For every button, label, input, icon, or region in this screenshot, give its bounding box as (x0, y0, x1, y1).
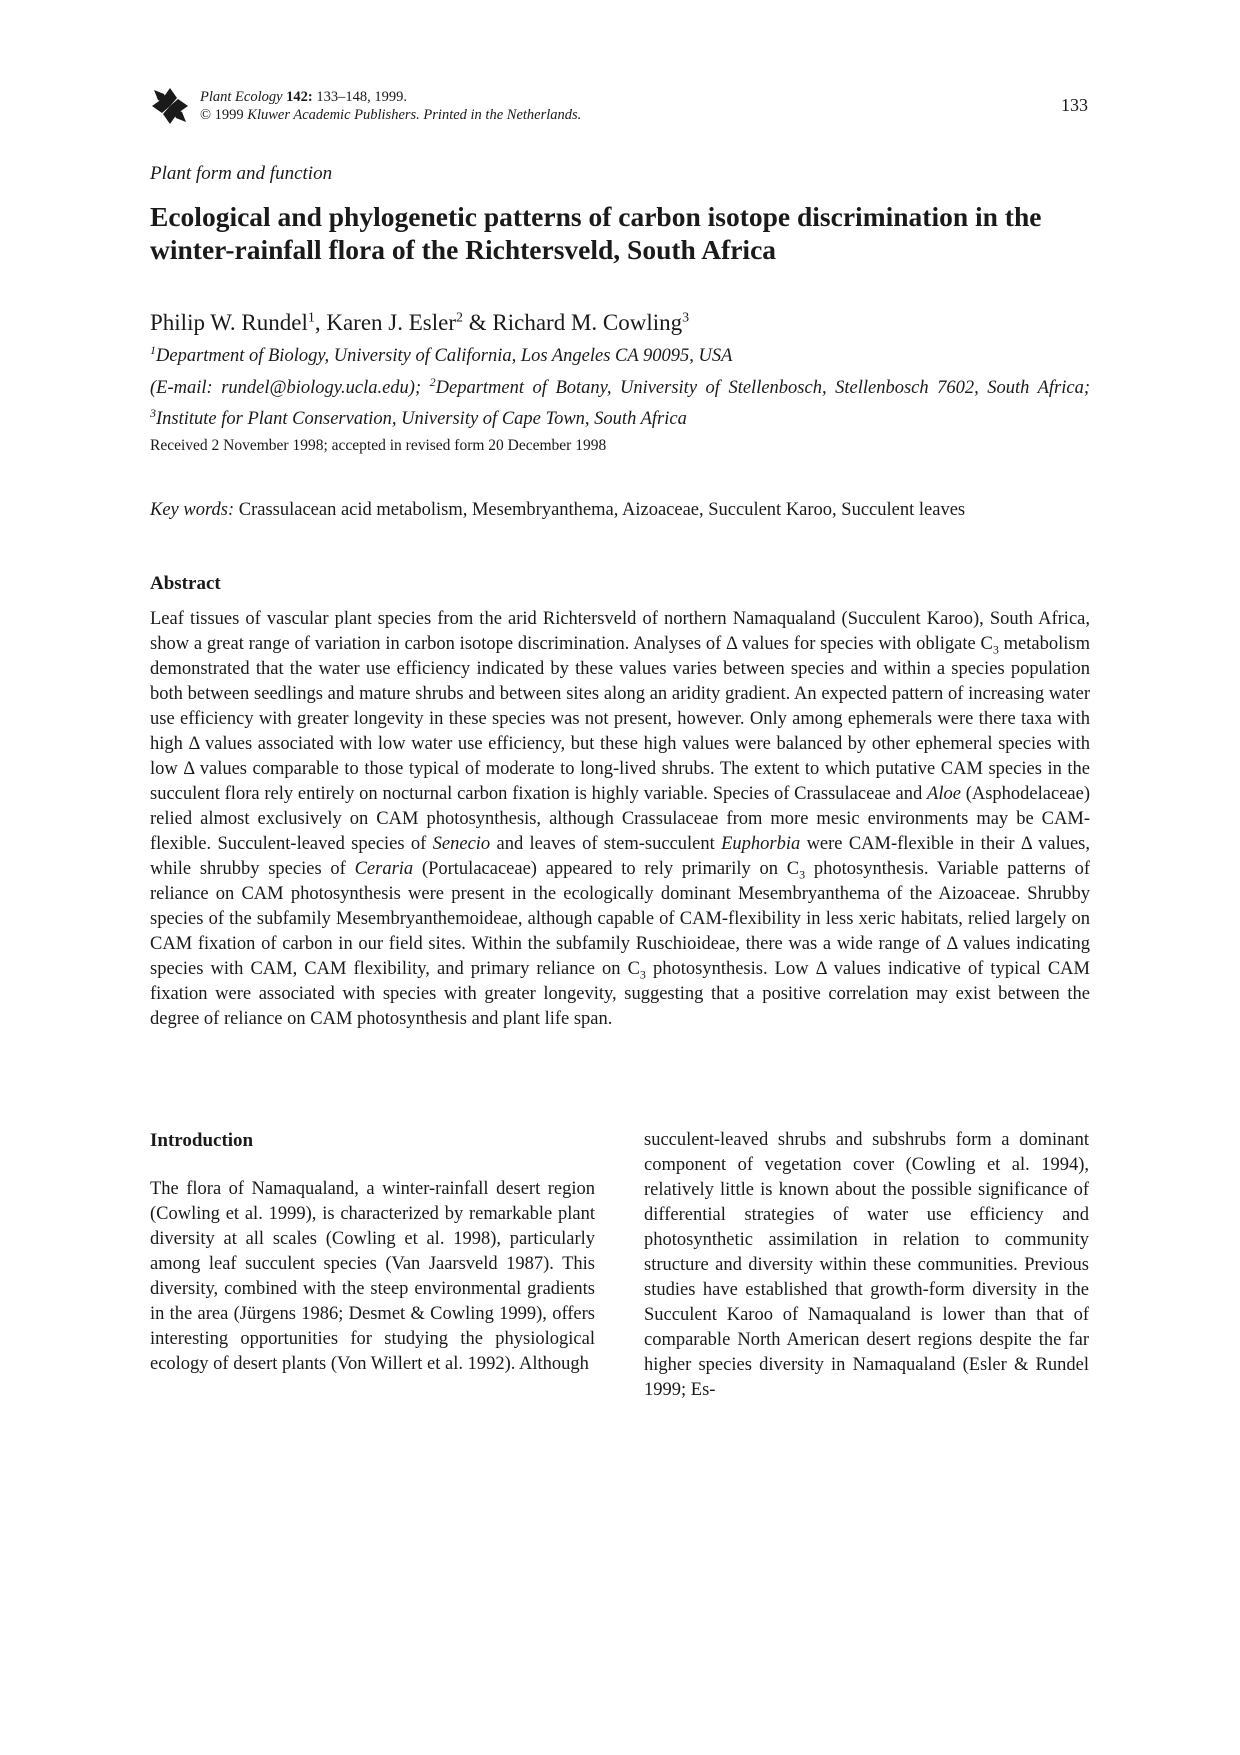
author-email: (E-mail: rundel@biology.ucla.edu); (150, 377, 430, 398)
article-title: Ecological and phylogenetic patterns of carbon isotope discrimination in the winter-rainfall flora of the Richtersveld, South Africa (150, 201, 1042, 265)
affiliations (150, 338, 1090, 433)
author-affil-mark: 1 (307, 310, 315, 326)
publisher-logo-icon (150, 86, 190, 126)
abstract-text: were CAM-flexible in their Δ values, while shrubby species of (150, 834, 1090, 879)
received-dates: Received 2 November 1998; accepted in revised form 20 December 1998 (150, 437, 607, 454)
intro-right-column: succulent-leaved shrubs and subshrubs form a dominant component of vegetation cover (Cowling et al. 1994), relatively little is known about the possible significance of differential strategies of water use efficiency and photosynthetic assimilation in relation to community structure and diversity within these communities. Previous studies have established that growth-form diversity in the Succulent Karoo of Namaqualand is lower than that of comparable North American desert regions despite the far higher species diversity in Namaqualand (Esler & Rundel 1999; Es- (644, 1130, 1089, 1400)
author-name: Richard M. Cowling (492, 310, 683, 335)
author-affil-mark: 3 (682, 310, 690, 326)
affil-mark: 3 (150, 406, 156, 421)
keywords (150, 500, 965, 521)
affil-mark: 1 (150, 343, 156, 357)
abstract-text: and leaves of stem-succulent (490, 834, 722, 854)
subscript: 3 (992, 642, 999, 657)
author-name: Philip W. Rundel (150, 310, 308, 335)
journal-pages-year: 133–148, 1999. (312, 89, 408, 105)
affil-text: Institute for Plant Conservation, University of Cape Town, South Africa (156, 409, 687, 430)
author-affil-mark: 2 (456, 310, 463, 326)
taxon-name: Aloe (927, 784, 961, 804)
author-list (150, 310, 689, 336)
abstract-text: metabolism demonstrated that the water use efficiency indicated by these values varies between species and within a species population both between seedlings and mature shrubs and between sites along an aridity gradient. An expected pattern of increasing water use efficiency with greater longevity in these species was not present, however. Only among ephemerals were there taxa with high Δ values associated with low water use efficiency, but these high values were balanced by other ephemeral species with low Δ values comparable to those typical of moderate to long-lived shrubs. The extent to which putative CAM species in the succulent flora rely entirely on nocturnal carbon fixation is highly variable. Species of Crassulaceae and (150, 634, 1090, 804)
taxon-name: Euphorbia (721, 834, 801, 854)
subscript: 3 (799, 867, 806, 882)
introduction-heading: Introduction (150, 1130, 254, 1151)
page-number: 133 (1061, 95, 1088, 115)
copyright-prefix: © 1999 (200, 107, 248, 123)
affil-mark: 2 (429, 374, 436, 389)
author-separator: & (463, 310, 493, 335)
journal-name: Plant Ecology (200, 89, 283, 105)
affil-text: Department of Biology, University of California, Los Angeles CA 90095, USA (156, 346, 733, 367)
abstract-text: photosynthesis. Variable patterns of reliance on CAM photosynthesis were present in the ecologically dominant Mesembryanthema of the Aizoaceae. Shrubby species of the subfamily Mesembryanthemoideae, although capable of CAM-flexibility in less xeric habitats, relied largely on CAM fixation of carbon in our field sites. Within the subfamily Ruschioideae, there was a wide range of Δ values indicating species with CAM, CAM flexibility, and primary reliance on C (150, 859, 1090, 979)
taxon-name: Ceraria (354, 859, 414, 879)
author-name: Karen J. Esler (326, 310, 456, 335)
affil-text: Department of Botany, University of Stellenbosch, Stellenbosch 7602, South Africa; (435, 377, 1090, 398)
abstract-text: (Asphodelaceae) relied almost exclusively on CAM photosynthesis, although Crassulaceae from more mesic environments may be CAM-flexible. Succulent-leaved species of (150, 784, 1090, 854)
subscript: 3 (639, 967, 646, 982)
keywords-text: Crassulacean acid metabolism, Mesembryanthema, Aizoaceae, Succulent Karoo, Succulent leaves (234, 500, 966, 520)
abstract-text: photosynthesis. Low Δ values indicative of typical CAM fixation were associated with species with greater longevity, suggesting that a positive correlation may exist between the degree of reliance on CAM photosynthesis and plant life span. (150, 959, 1090, 1029)
author-separator: , (314, 310, 327, 335)
abstract-body (150, 607, 1090, 1032)
section-label: Plant form and function (150, 163, 333, 184)
publisher-line: Kluwer Academic Publishers. Printed in the Netherlands. (247, 107, 582, 123)
taxon-name: Senecio (432, 834, 491, 854)
abstract-heading: Abstract (150, 573, 221, 594)
journal-citation (200, 88, 581, 124)
abstract-text: Leaf tissues of vascular plant species from the arid Richtersveld of northern Namaqualand (Succulent Karoo), South Africa, show a great range of variation in carbon isotope discrimination. Analyses of Δ values for species with obligate C (150, 609, 1090, 654)
abstract-text: (Portulacaceae) appeared to rely primarily on C (413, 859, 800, 879)
intro-left-column: The flora of Namaqualand, a winter-rainfall desert region (Cowling et al. 1999), is characterized by remarkable plant diversity at all scales (Cowling et al. 1998), particularly among leaf succulent species (Van Jaarsveld 1987). This diversity, combined with the steep environmental gradients in the area (Jürgens 1986; Desmet & Cowling 1999), offers interesting opportunities for studying the physiological ecology of desert plants (Von Willert et al. 1992). Although (150, 1179, 595, 1374)
keywords-label: Key words: (150, 500, 235, 520)
journal-volume: 142: (286, 89, 313, 105)
